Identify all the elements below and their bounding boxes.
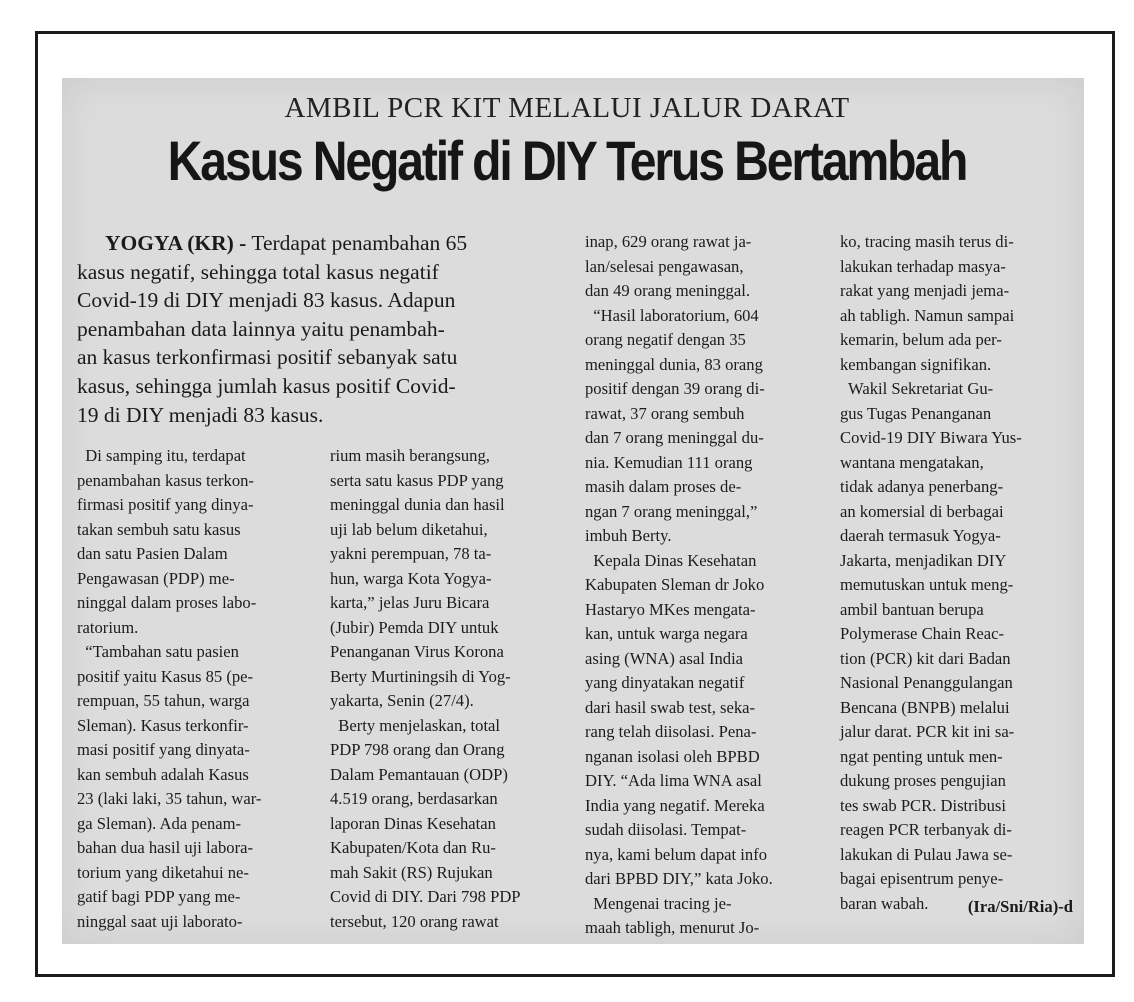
column-line: dan satu Pasien Dalam (77, 544, 228, 563)
column-line: Pengawasan (PDP) me- (77, 568, 235, 588)
column-line: lakukan di Pulau Jawa se- (840, 844, 1013, 864)
column-line: ah tabligh. Namun sampai (840, 305, 1015, 325)
column-line: jalur darat. PCR kit ini sa- (840, 722, 1015, 741)
article-column-1 (77, 444, 312, 934)
column-line: tion (PCR) kit dari Badan (840, 648, 1011, 668)
column-line: takan sembuh satu kasus (77, 519, 241, 539)
column-line: gatif bagi PDP yang me- (77, 887, 241, 906)
column-line: dan 7 orang meninggal du- (585, 428, 764, 447)
column-line: Hastaryo MKes mengata- (585, 599, 756, 619)
column-line: Wakil Sekretariat Gu- (840, 379, 994, 398)
column-line: “Hasil laboratorium, 604 (585, 305, 759, 325)
lead-line (77, 372, 567, 401)
article-column-2 (330, 444, 565, 934)
lead-line (77, 343, 567, 372)
lead-line (77, 315, 567, 344)
column-line: India yang negatif. Mereka (585, 795, 765, 815)
column-line: 4.519 orang, berdasarkan (330, 789, 498, 808)
column-line: rang telah diisolasi. Pena- (585, 722, 757, 741)
column-line: Sleman). Kasus terkonfir- (77, 715, 249, 735)
column-line: meninggal dunia, 83 orang (585, 354, 763, 374)
column-line: laporan Dinas Kesehatan (330, 813, 496, 833)
column-line: 23 (laki laki, 35 tahun, war- (77, 789, 262, 808)
column-line: yakni perempuan, 78 ta- (330, 544, 492, 563)
column-line: PDP 798 orang dan Orang (330, 740, 505, 759)
column-line: ratorium. (77, 617, 139, 637)
column-line: imbuh Berty. (585, 526, 672, 545)
lead-line-text: penambahan data lainnya yaitu penambah- (77, 316, 445, 341)
dateline: YOGYA (KR) - (105, 231, 247, 255)
column-line: ngat penting untuk men- (840, 746, 1003, 766)
column-line: dukung proses pengujian (840, 771, 1006, 790)
column-line: ga Sleman). Ada penam- (77, 813, 242, 833)
column-line: nia. Kemudian 111 orang (585, 452, 753, 472)
column-line: bahan dua hasil uji labora- (77, 838, 254, 857)
column-line: kemarin, belum ada per- (840, 330, 1002, 349)
column-line: asing (WNA) asal India (585, 648, 744, 668)
column-line: mah Sakit (RS) Rujukan (330, 862, 493, 882)
lead-line (77, 286, 567, 315)
column-line: “Tambahan satu pasien (77, 642, 239, 661)
column-line: bagai episentrum penye- (840, 869, 1004, 888)
column-line: rakat yang menjadi jema- (840, 281, 1010, 300)
column-line: inap, 629 orang rawat ja- (585, 232, 752, 251)
article-kicker: AMBIL PCR KIT MELALUI JALUR DARAT (284, 92, 850, 124)
column-line: (Jubir) Pemda DIY untuk (330, 617, 499, 637)
column-line: memutuskan untuk meng- (840, 575, 1014, 594)
column-line: sudah diisolasi. Tempat- (585, 820, 747, 839)
column-line: torium yang diketahui ne- (77, 862, 249, 882)
column-line: Berty menjelaskan, total (330, 715, 501, 735)
column-line: Covid-19 DIY Biwara Yus- (840, 428, 1022, 447)
column-line: karta,” jelas Juru Bicara (330, 593, 490, 612)
column-line: ninggal saat uji laborato- (77, 911, 243, 931)
lead-line-text: kasus, sehingga jumlah kasus positif Covid- (77, 373, 456, 398)
column-line: rium masih berangsung, (330, 446, 490, 465)
column-line: serta satu kasus PDP yang (330, 470, 504, 490)
column-line: orang negatif dengan 35 (585, 330, 746, 349)
column-line: baran wabah. (840, 893, 929, 913)
column-line: rawat, 37 orang sembuh (585, 403, 745, 423)
column-line: dari hasil swab test, seka- (585, 697, 756, 717)
column-line: Polymerase Chain Reac- (840, 624, 1005, 643)
column-line: tidak adanya penerbang- (840, 477, 1004, 496)
column-line: meninggal dunia dan hasil (330, 495, 505, 514)
article-lead (77, 229, 567, 429)
lead-line-text: Terdapat penambahan 65 (246, 231, 468, 255)
column-line: Jakarta, menjadikan DIY (840, 550, 1007, 570)
column-line: lan/selesai pengawasan, (585, 256, 744, 276)
column-line: dari BPBD DIY,” kata Joko. (585, 869, 773, 888)
column-line: uji lab belum diketahui, (330, 519, 488, 539)
column-line: masih dalam proses de- (585, 477, 742, 496)
column-line: Nasional Penanggulangan (840, 673, 1013, 692)
column-line: tersebut, 120 orang rawat (330, 911, 499, 931)
column-line: positif dengan 39 orang di- (585, 379, 765, 398)
column-line: Dalam Pemantauan (ODP) (330, 764, 508, 784)
column-line: Kepala Dinas Kesehatan (585, 550, 757, 570)
column-line: maah tabligh, menurut Jo- (585, 918, 760, 937)
lead-line (77, 401, 567, 430)
column-line: ko, tracing masih terus di- (840, 232, 1014, 251)
column-line: wantana mengatakan, (840, 452, 984, 472)
lead-line-text: Covid-19 di DIY menjadi 83 kasus. Adapun (77, 288, 456, 313)
column-line: nya, kami belum dapat info (585, 844, 768, 864)
column-line: kan sembuh adalah Kasus (77, 764, 249, 784)
column-line: Bencana (BNPB) melalui (840, 697, 1010, 717)
column-line: dan 49 orang meninggal. (585, 281, 750, 300)
column-line: Mengenai tracing je- (585, 893, 732, 913)
column-line: rempuan, 55 tahun, warga (77, 691, 250, 710)
column-line: ngan 7 orang meninggal,” (585, 501, 758, 521)
column-line: kan, untuk warga negara (585, 624, 748, 643)
column-line: Berty Murtiningsih di Yog- (330, 666, 511, 686)
column-line: Kabupaten/Kota dan Ru- (330, 838, 496, 857)
column-line: yakarta, Senin (27/4). (330, 691, 474, 710)
lead-line-text: an kasus terkonfirmasi positif sebanyak satu (77, 345, 458, 370)
column-line: Covid di DIY. Dari 798 PDP (330, 887, 521, 906)
column-line: kembangan signifikan. (840, 354, 992, 374)
column-line: nganan isolasi oleh BPBD (585, 746, 760, 766)
column-line: ambil bantuan berupa (840, 599, 984, 619)
column-line: Di samping itu, terdapat (77, 446, 246, 465)
column-line: penambahan kasus terkon- (77, 470, 254, 490)
column-line: yang dinyatakan negatif (585, 673, 745, 692)
column-line: gus Tugas Penanganan (840, 403, 992, 423)
article-byline: (Ira/Sni/Ria)-d (967, 897, 1073, 916)
column-line: lakukan terhadap masya- (840, 256, 1006, 276)
column-line: Kabupaten Sleman dr Joko (585, 575, 765, 594)
column-line: firmasi positif yang dinya- (77, 495, 254, 514)
lead-line-text: 19 di DIY menjadi 83 kasus. (77, 402, 324, 427)
column-line: reagen PCR terbanyak di- (840, 820, 1012, 839)
lead-line (77, 229, 567, 258)
column-line: positif yaitu Kasus 85 (pe- (77, 666, 254, 686)
lead-line-text: kasus negatif, sehingga total kasus negatif (77, 259, 439, 284)
column-line: Penanganan Virus Korona (330, 642, 504, 661)
article-column-3 (585, 230, 820, 941)
column-line: ninggal dalam proses labo- (77, 593, 257, 612)
lead-line (77, 258, 567, 287)
article-column-4 (840, 230, 1075, 916)
column-line: DIY. “Ada lima WNA asal (585, 771, 762, 790)
column-line: tes swab PCR. Distribusi (840, 795, 1006, 815)
article-headline: Kasus Negatif di DIY Terus Bertambah (167, 129, 967, 192)
column-line: masi positif yang dinyata- (77, 740, 250, 759)
column-line: hun, warga Kota Yogya- (330, 568, 492, 588)
column-line: daerah termasuk Yogya- (840, 526, 1001, 545)
column-line: an komersial di berbagai (840, 501, 1004, 521)
